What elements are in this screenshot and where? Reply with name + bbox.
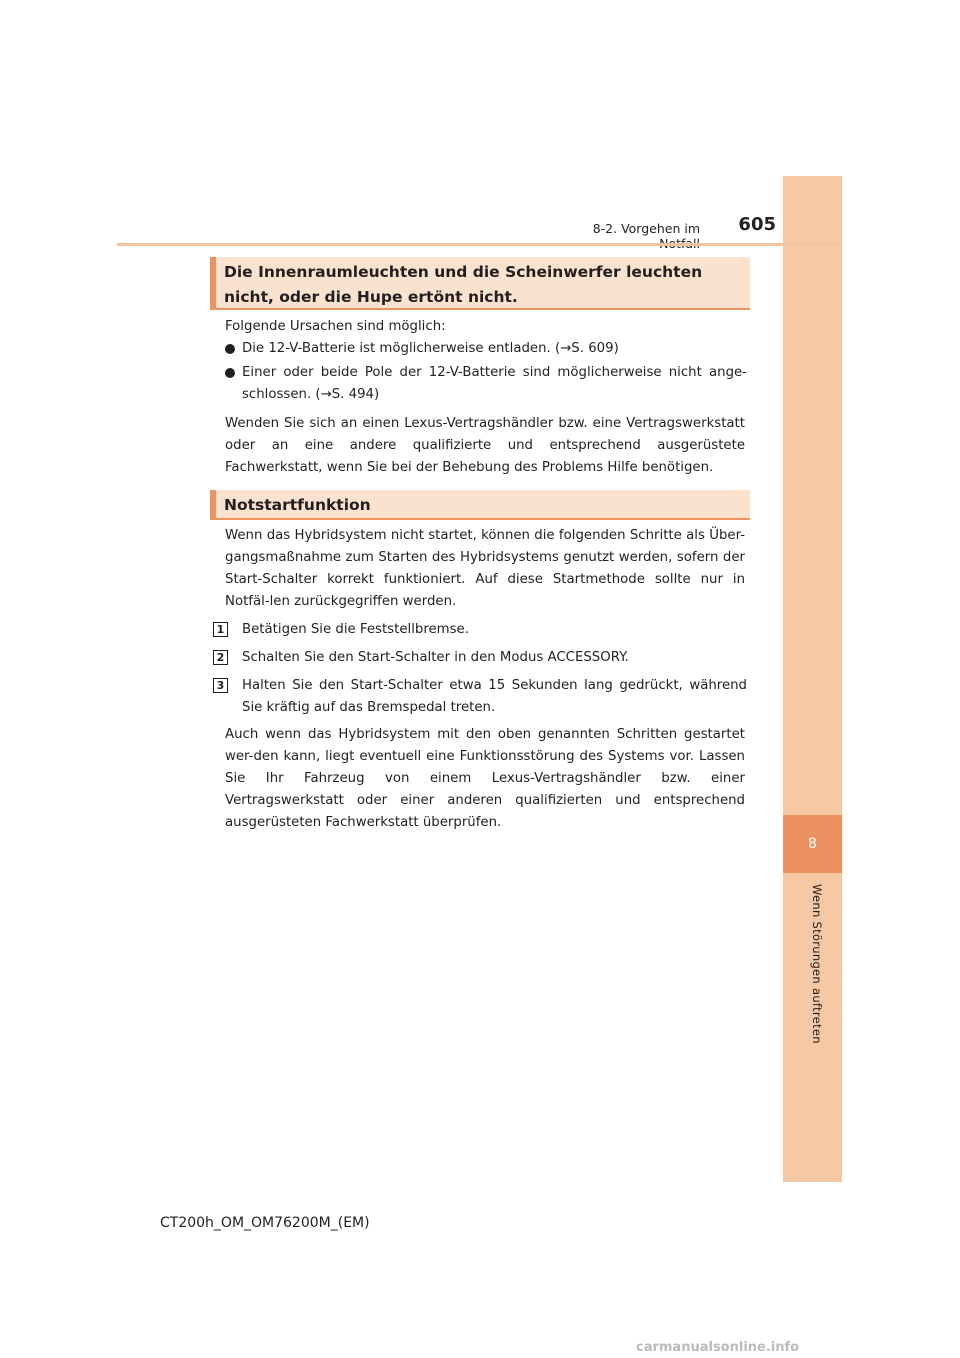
header-section-title: 8-2. Vorgehen im bbox=[592, 221, 700, 236]
step-number-2: 2 bbox=[213, 650, 228, 665]
bullet-battery-terminals: Einer oder beide Pole der 12-V-Batterie sind möglicherweise nicht ange-schlossen. (→S. 494) bbox=[242, 365, 747, 402]
bullet-icon bbox=[225, 344, 235, 354]
bullet-battery-discharged: Die 12-V-Batterie ist möglicherweise entladen. (→S. 609) bbox=[242, 341, 619, 356]
header-rule bbox=[117, 243, 842, 246]
section-heading-lights: Die Innenraumleuchten und die Scheinwerfer leuchten nicht, oder die Hupe ertönt nicht. bbox=[210, 257, 750, 310]
step-number-1: 1 bbox=[213, 622, 228, 637]
malfunction-note: Auch wenn das Hybridsystem mit den oben genannten Schritten gestartet wer-den kann, liegt eventuell eine Funktionsstörung des Systems vor. Lassen Sie Ihr Fahrzeug von einem Lexus-Vertragshändler bzw. einer Vertragswerkstatt oder einer anderen qualifizierten und entsprechend ausgerüsteten Fachwerkstatt überprüfen. bbox=[225, 727, 745, 830]
watermark: carmanualsonline.info bbox=[636, 1340, 800, 1355]
document-code: CT200h_OM_OM76200M_(EM) bbox=[160, 1215, 370, 1231]
dealer-advice: Wenden Sie sich an einen Lexus-Vertragshändler bzw. eine Vertragswerkstatt oder an eine andere qualifizierte und entsprechend ausgerüstete Fachwerkstatt, wenn Sie bei der Behebung des Problems Hilfe benötigen. bbox=[225, 416, 745, 475]
emergency-start-intro: Wenn das Hybridsystem nicht startet, können die folgenden Schritte als Über-gangsmaßnahme zum Starten des Hybridsystems genutzt werden, sofern der Start-Schalter korrekt funktioniert. Auf diese Startmethode sollte nur in Notfäl-len zurückgegriffen werden. bbox=[225, 528, 745, 609]
page-number: 605 bbox=[738, 214, 776, 235]
step-text-3: Halten Sie den Start-Schalter etwa 15 Sekunden lang gedrückt, während Sie kräftig auf das Bremspedal treten. bbox=[242, 678, 747, 715]
step-number-3: 3 bbox=[213, 678, 228, 693]
step-text-2: Schalten Sie den Start-Schalter in den Modus ACCESSORY. bbox=[242, 650, 629, 665]
chapter-title: Wenn Störungen auftreten bbox=[810, 884, 824, 1044]
bullet-icon bbox=[225, 368, 235, 378]
section-heading-emergency-start: Notstartfunktion bbox=[210, 490, 750, 520]
causes-intro: Folgende Ursachen sind möglich: bbox=[225, 319, 446, 334]
step-text-1: Betätigen Sie die Feststellbremse. bbox=[242, 622, 469, 637]
chapter-number: 8 bbox=[783, 815, 842, 873]
